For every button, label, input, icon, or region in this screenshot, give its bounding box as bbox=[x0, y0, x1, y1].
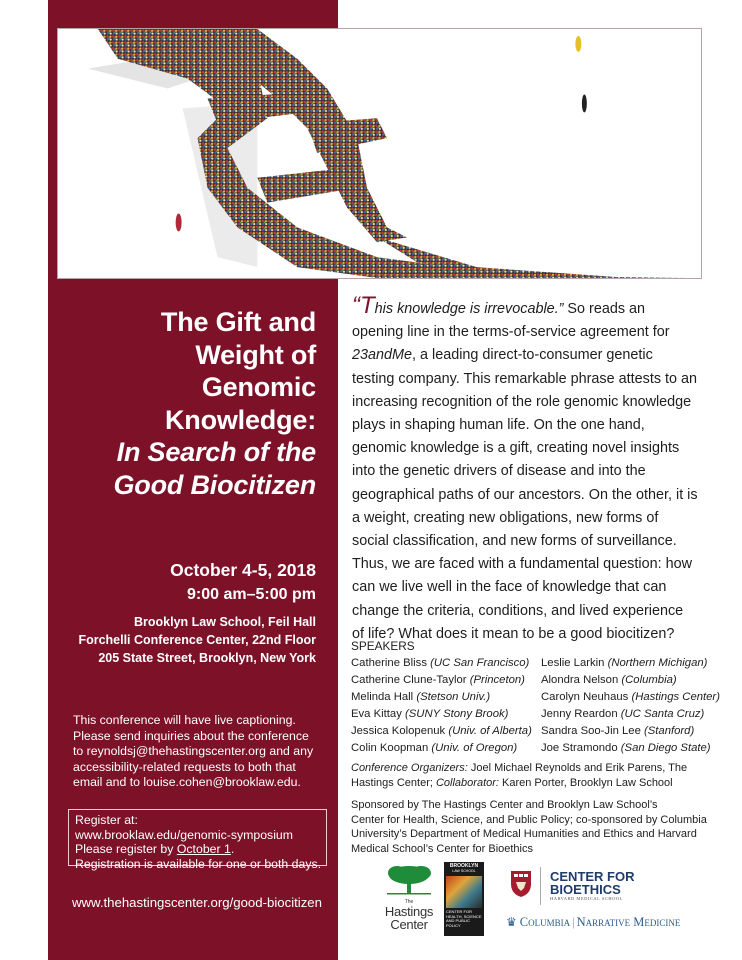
speaker-item bbox=[351, 655, 541, 672]
event-title bbox=[60, 306, 316, 501]
sponsors-line-2: Center for Health, Science, and Public Policy; co-sponsored by Columbia bbox=[351, 813, 707, 826]
speaker-affiliation: (UC Santa Cruz) bbox=[620, 708, 705, 720]
harvard-subtitle: HARVARD MEDICAL SCHOOL bbox=[550, 896, 623, 901]
title-line-1: The Gift and bbox=[160, 307, 316, 337]
accessibility-note bbox=[73, 713, 335, 791]
speaker-item bbox=[541, 689, 721, 706]
organizers-note bbox=[351, 761, 716, 791]
speaker-affiliation: (SUNY Stony Brook) bbox=[405, 708, 509, 720]
narrative-medicine-name: Narrative Medicine bbox=[576, 915, 681, 929]
speaker-affiliation: (Stanford) bbox=[644, 725, 695, 737]
organizers-names: Joel Michael Reynolds and Erik Parens, The Hastings Center; bbox=[351, 762, 688, 789]
logo-divider bbox=[540, 867, 541, 905]
speaker-name: Catherine Clune-Taylor bbox=[351, 674, 467, 686]
speaker-name: Eva Kittay bbox=[351, 708, 402, 720]
columbia-narrative-medicine-logo bbox=[506, 915, 680, 930]
speaker-name: Carolyn Neuhaus bbox=[541, 691, 629, 703]
speakers-column-2 bbox=[541, 655, 721, 757]
hastings-center-logo bbox=[380, 864, 438, 932]
speaker-affiliation: (Northern Michigan) bbox=[607, 657, 708, 669]
speaker-name: Catherine Bliss bbox=[351, 657, 427, 669]
speaker-name: Jenny Reardon bbox=[541, 708, 618, 720]
venue-line-3: 205 State Street, Brooklyn, New York bbox=[98, 651, 316, 665]
harvard-bioethics-logo bbox=[505, 867, 705, 907]
speaker-item bbox=[541, 672, 721, 689]
harvard-line-2: BIOETHICS bbox=[550, 882, 621, 897]
collaborator-name: Karen Porter, Brooklyn Law School bbox=[498, 777, 673, 789]
dna-crowd-illustration bbox=[58, 29, 701, 278]
speaker-item bbox=[351, 706, 541, 723]
open-quote: “ bbox=[352, 292, 360, 319]
footer-website-link[interactable]: www.thehastingscenter.org/good-biocitizen bbox=[72, 895, 322, 910]
speaker-affiliation: (Hastings Center) bbox=[631, 691, 720, 703]
intro-paragraph bbox=[352, 292, 698, 646]
event-venue bbox=[60, 613, 316, 667]
hastings-line-2: Center bbox=[390, 917, 428, 932]
event-time: 9:00 am–5:00 pm bbox=[187, 586, 316, 603]
speaker-affiliation: (San Diego State) bbox=[620, 742, 711, 754]
speaker-affiliation: (Princeton) bbox=[469, 674, 525, 686]
event-date: October 4-5, 2018 bbox=[170, 560, 316, 580]
brooklyn-sub: LAW SCHOOL bbox=[452, 869, 476, 873]
harvard-shield-icon bbox=[510, 870, 532, 898]
register-deadline bbox=[75, 842, 326, 857]
speaker-name: Leslie Larkin bbox=[541, 657, 605, 669]
speaker-name: Jessica Kolopenuk bbox=[351, 725, 446, 737]
speaker-item bbox=[351, 689, 541, 706]
speaker-affiliation: (Columbia) bbox=[621, 674, 677, 686]
columbia-name: Columbia bbox=[519, 915, 571, 929]
subtitle-line-1: In Search of the bbox=[116, 437, 316, 467]
speaker-item bbox=[541, 740, 721, 757]
speaker-item bbox=[351, 672, 541, 689]
title-line-2: Weight of bbox=[195, 339, 316, 370]
harvard-center-name bbox=[550, 870, 635, 896]
speaker-item bbox=[541, 723, 721, 740]
speaker-name: Colin Koopman bbox=[351, 742, 429, 754]
access-line-1: This conference will have live captioning. bbox=[73, 713, 296, 727]
registration-box bbox=[68, 809, 327, 871]
speaker-item bbox=[351, 740, 541, 757]
tree-icon bbox=[385, 864, 433, 896]
speaker-name: Alondra Nelson bbox=[541, 674, 619, 686]
microscope-art-icon bbox=[446, 876, 482, 908]
speakers-heading: SPEAKERS bbox=[351, 639, 415, 653]
speaker-affiliation: (Univ. of Alberta) bbox=[448, 725, 532, 737]
sponsors-line-3: University’s Department of Medical Humanities and Ethics and Harvard bbox=[351, 828, 697, 840]
speaker-item bbox=[351, 723, 541, 740]
sponsors-line-1: Sponsored by The Hastings Center and Brooklyn Law School’s bbox=[351, 799, 658, 811]
venue-line-2: Forchelli Conference Center, 22nd Floor bbox=[78, 633, 316, 647]
speakers-section bbox=[351, 638, 721, 757]
speaker-affiliation: (Univ. of Oregon) bbox=[431, 742, 518, 754]
access-line-4: accessibility-related requests to both that bbox=[73, 759, 296, 774]
speaker-name: Melinda Hall bbox=[351, 691, 414, 703]
hero-image-dna-crowd bbox=[57, 28, 702, 279]
sponsors-note bbox=[351, 798, 716, 856]
logo-separator: | bbox=[572, 915, 575, 929]
title-line-3: Genomic bbox=[201, 372, 316, 402]
register-availability: Registration is available for one or both days. bbox=[75, 856, 322, 871]
organizers-label: Conference Organizers: bbox=[351, 762, 468, 774]
brooklyn-law-school-logo bbox=[444, 862, 484, 936]
access-line-5: email and to louise.cohen@brooklaw.edu. bbox=[73, 775, 301, 789]
harvard-line-1: CENTER FOR bbox=[550, 869, 635, 884]
access-line-3: to reynoldsj@thehastingscenter.org and any bbox=[73, 744, 314, 758]
speaker-affiliation: (UC San Francisco) bbox=[430, 657, 530, 669]
register-url[interactable]: www.brooklaw.edu/genomic-symposium bbox=[75, 827, 294, 842]
register-label: Register at: bbox=[75, 813, 138, 827]
crown-icon: ♛ bbox=[506, 915, 517, 929]
speaker-affiliation: (Stetson Univ.) bbox=[416, 691, 491, 703]
body-segment-1: So reads an opening line in the terms-of-service agreement for bbox=[352, 301, 670, 341]
speaker-name: Joe Stramondo bbox=[541, 742, 618, 754]
speakers-column-1 bbox=[351, 655, 541, 757]
subtitle-line-2: Good Biocitizen bbox=[113, 469, 316, 500]
deadline-suffix: . bbox=[230, 842, 235, 856]
collaborator-label: Collaborator: bbox=[435, 777, 499, 789]
title-line-4: Knowledge: bbox=[165, 404, 316, 435]
brooklyn-top: BROOKLYN bbox=[449, 863, 479, 869]
sponsor-logos bbox=[380, 862, 710, 937]
speaker-item bbox=[541, 706, 721, 723]
access-line-2: Please send inquiries about the conference bbox=[73, 728, 309, 743]
speaker-name: Sandra Soo-Jin Lee bbox=[541, 725, 641, 737]
deadline-prefix: Please register by bbox=[75, 842, 177, 856]
hastings-the: The bbox=[404, 899, 414, 905]
hastings-line-1: Hastings bbox=[384, 904, 434, 919]
brand-23andme: 23andMe bbox=[352, 347, 413, 364]
quote-text: his knowledge is irrevocable.” bbox=[374, 301, 564, 317]
speaker-item bbox=[541, 655, 721, 672]
drop-letter: T bbox=[360, 292, 375, 319]
sponsors-line-4: Medical School’s Center for Bioethics bbox=[351, 842, 533, 855]
venue-line-1: Brooklyn Law School, Feil Hall bbox=[134, 615, 316, 629]
body-segment-2: , a leading direct-to-consumer genetic testing company. This remarkable phrase attests to an increasing recognition of the role genomic knowledge plays in shaping human life. On the one hand, genomic knowledge is a gift, creating novel insights into the genetic drivers of disease and into the geographical paths of our ancestors. On the other, it is a weight, creating new obligations, new forms of social classification, and new forms of surveillance. Thus, we are faced with a fundamental question: how can we live well in the face of knowledge that can change the criteria, conditions, and lived experience of life? What does it mean to be a good biocitizen? bbox=[352, 347, 698, 642]
brooklyn-center-name: CENTER FOR HEALTH, SCIENCE AND PUBLIC POLICY bbox=[446, 909, 482, 928]
event-details bbox=[60, 558, 316, 667]
deadline-date: October 1 bbox=[176, 842, 231, 856]
